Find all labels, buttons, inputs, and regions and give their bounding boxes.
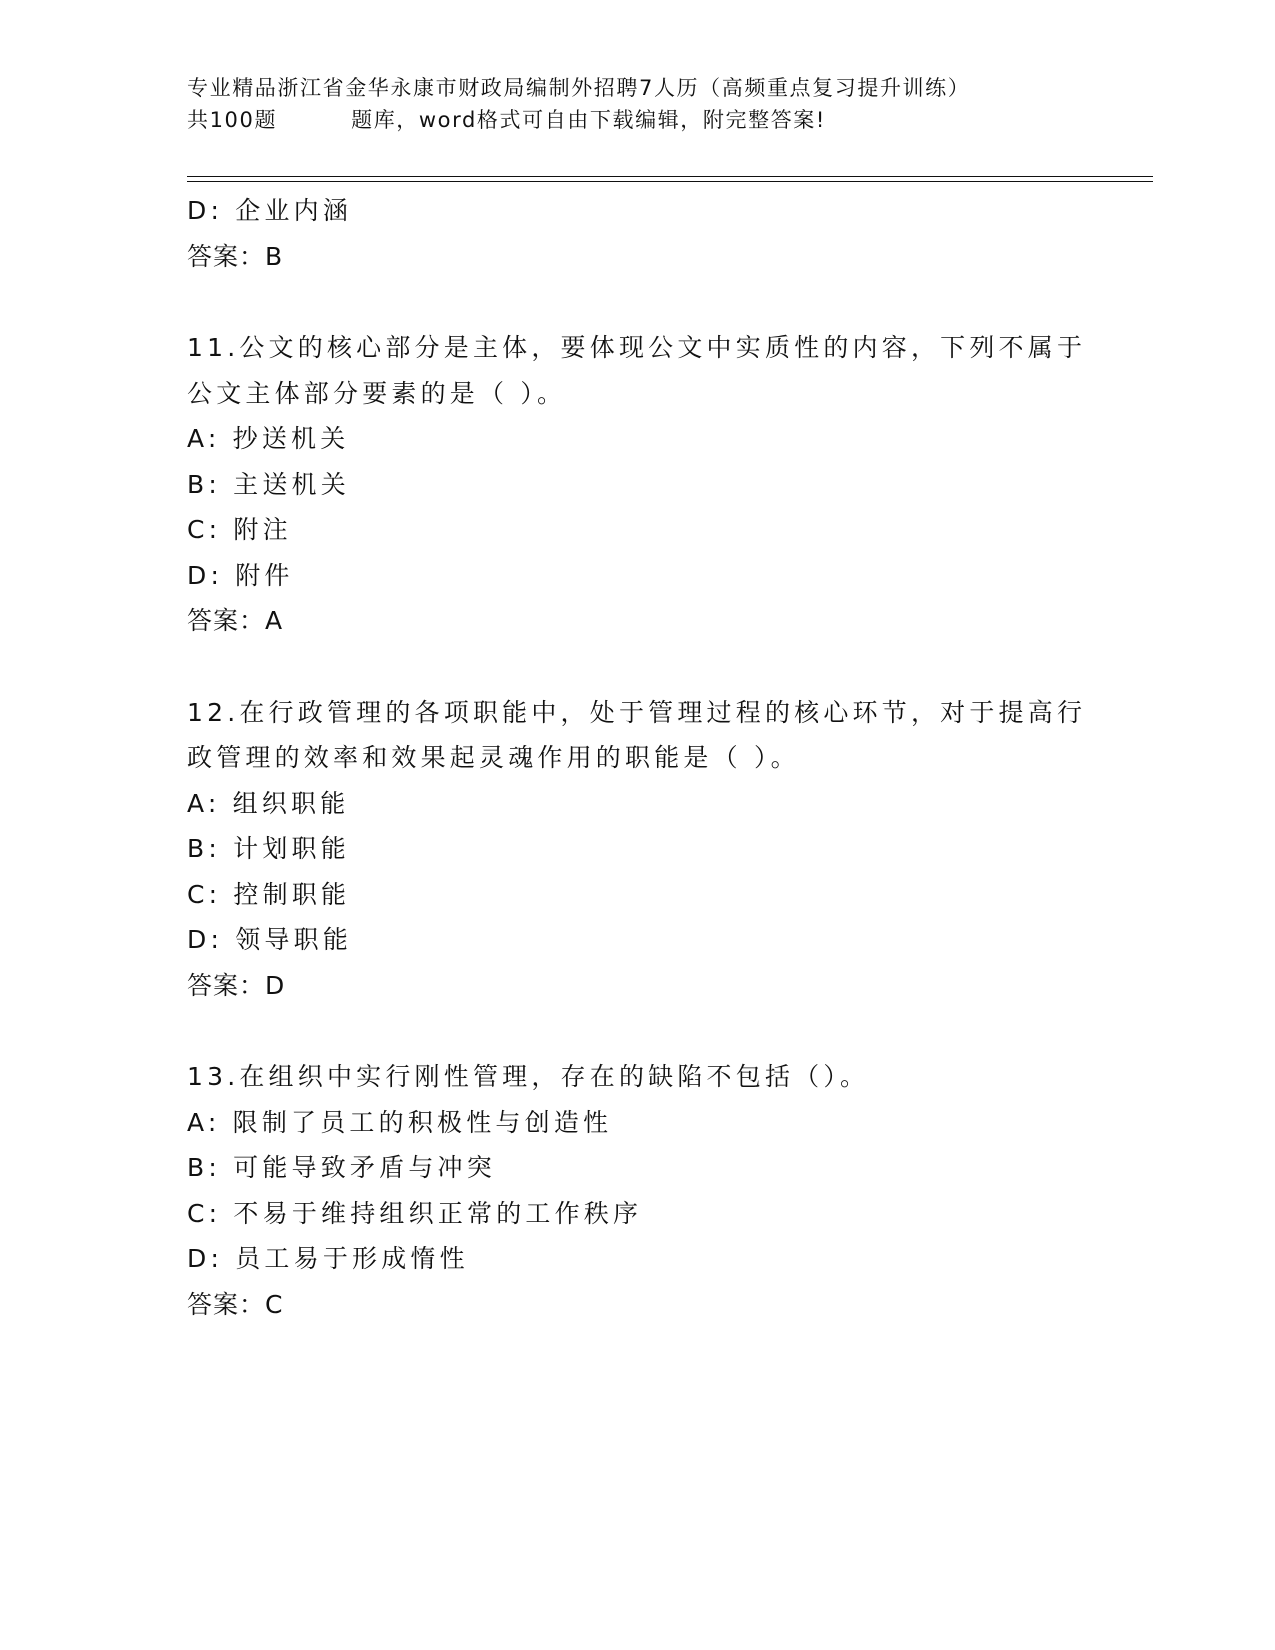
- question-stem: 12.在行政管理的各项职能中，处于管理过程的核心环节，对于提高行: [187, 697, 1087, 727]
- question-list: [187, 188, 1087, 1327]
- question-13: [187, 1054, 1087, 1327]
- option-a: A: 组织职能: [187, 788, 350, 818]
- option-c: C: 不易于维持组织正常的工作秩序: [187, 1198, 643, 1228]
- header-subtitle: [187, 104, 1087, 136]
- header-rule-bottom: [187, 181, 1153, 182]
- question-stem: 11.公文的核心部分是主体，要体现公文中实质性的内容，下列不属于: [187, 333, 1087, 362]
- option-d: D: 企业内涵: [187, 196, 353, 225]
- option-a: A: 抄送机关: [187, 424, 350, 453]
- question-12: [187, 690, 1087, 1009]
- option-c: C: 控制职能: [187, 879, 351, 909]
- header-question-count: 共100题: [187, 108, 278, 132]
- header-description: 题库，word格式可自由下载编辑，附完整答案!: [351, 108, 826, 132]
- option-a: A: 限制了员工的积极性与创造性: [187, 1107, 613, 1137]
- option-b: B: 主送机关: [187, 469, 350, 499]
- option-b: B: 计划职能: [187, 834, 350, 863]
- answer-line: 答案：D: [187, 970, 286, 1000]
- answer-line: 答案：B: [187, 241, 284, 271]
- question-stem: 13.在组织中实行刚性管理，存在的缺陷不包括（）。: [187, 1062, 870, 1091]
- document-header: [187, 72, 1087, 136]
- option-d: D: 附件: [187, 560, 294, 590]
- answer-line: 答案：A: [187, 606, 284, 635]
- option-b: B: 可能导致矛盾与冲突: [187, 1153, 496, 1182]
- header-rule-top: [187, 176, 1153, 177]
- option-d: D: 员工易于形成惰性: [187, 1244, 469, 1273]
- question-stem-continued: 公文主体部分要素的是（ ）。: [187, 378, 567, 408]
- question-stem-continued: 政管理的效率和效果起灵魂作用的职能是（ ）。: [187, 743, 800, 772]
- option-d: D: 领导职能: [187, 925, 353, 954]
- answer-line: 答案：C: [187, 1289, 284, 1319]
- option-c: C: 附注: [187, 515, 292, 544]
- carryover-question: [187, 188, 1087, 279]
- header-title: 专业精品浙江省金华永康市财政局编制外招聘7人历（高频重点复习提升训练）: [187, 76, 971, 100]
- question-11: [187, 325, 1087, 644]
